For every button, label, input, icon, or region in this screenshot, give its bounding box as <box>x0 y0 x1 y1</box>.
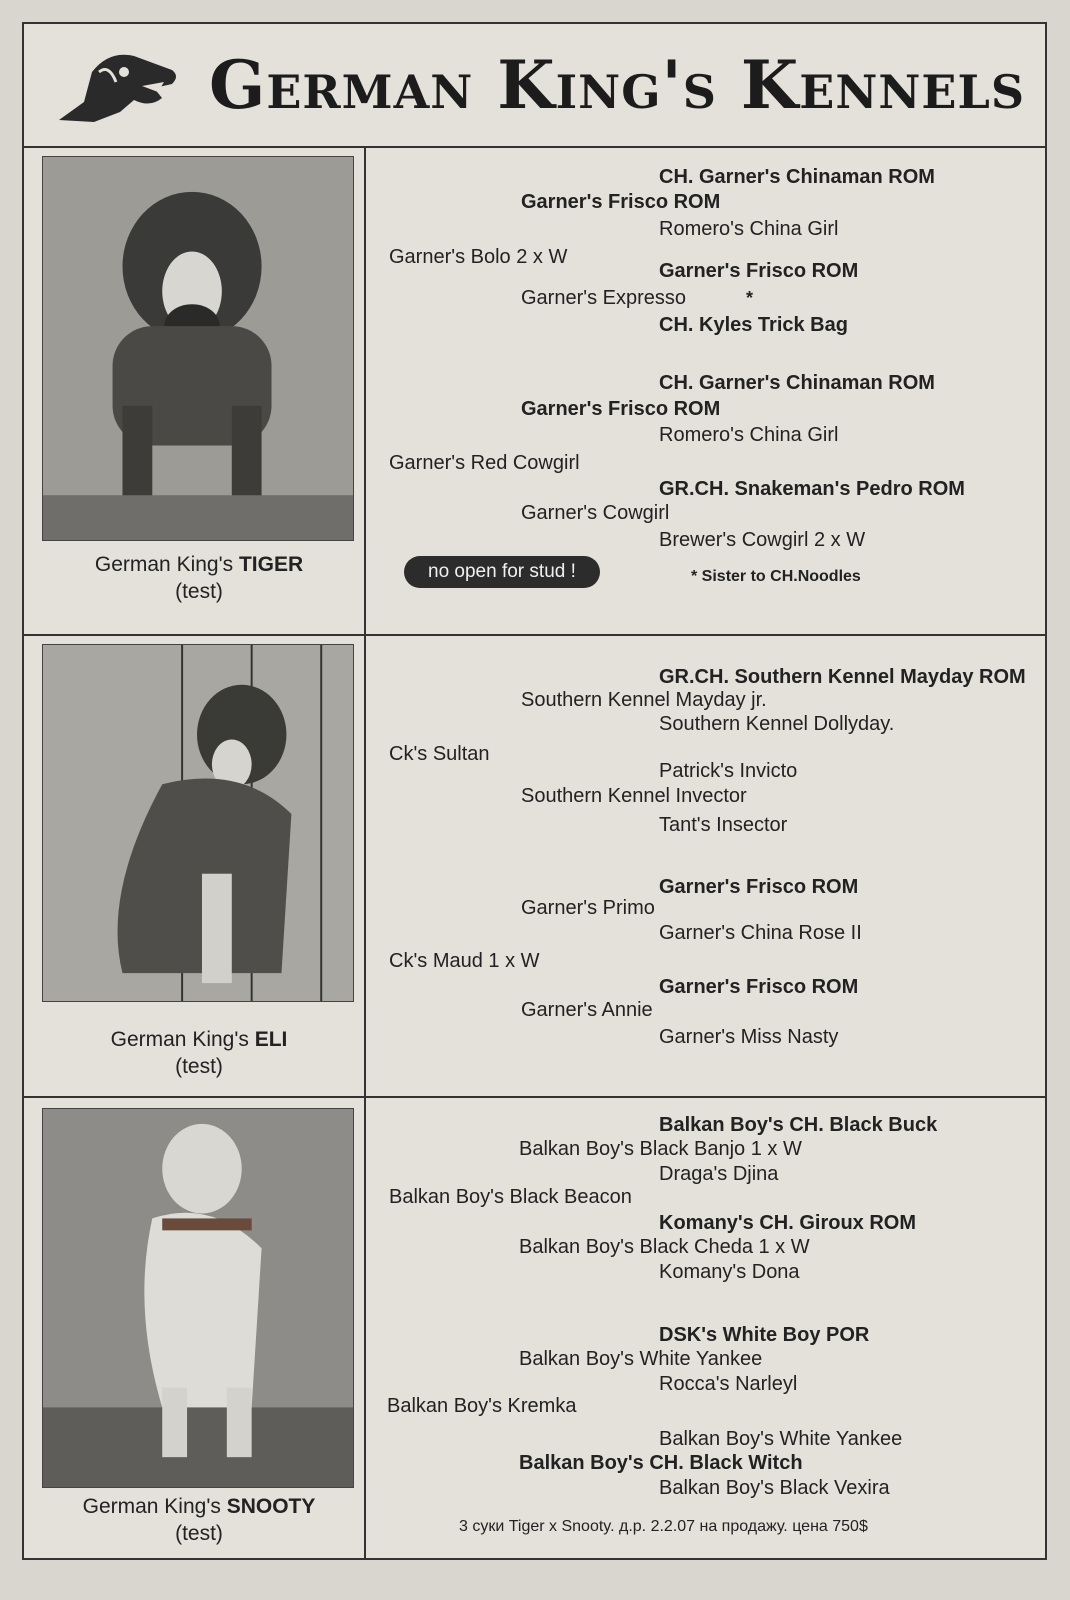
pedigree-entry: Balkan Boy's White Yankee <box>519 1348 763 1370</box>
stud-status-badge: no open for stud ! <box>404 556 600 588</box>
pedigree-entry: Garner's Frisco ROM <box>659 260 859 282</box>
pedigree-entry: Balkan Boy's White Yankee <box>659 1428 903 1450</box>
dog-name: TIGER <box>238 553 304 576</box>
pedigree-entry: Garner's Primo <box>521 897 655 919</box>
dog-status: (test) <box>175 1055 223 1078</box>
pedigree-entry: Ck's Maud 1 x W <box>389 950 540 972</box>
dog-photo-tiger <box>42 156 354 541</box>
pedigree-entry: Garner's Red Cowgirl <box>389 452 580 474</box>
pedigree-entry: Southern Kennel Dollyday. <box>659 713 895 735</box>
pedigree-entry: Garner's Expresso <box>521 287 686 309</box>
pedigree-entry: Balkan Boy's CH. Black Buck <box>659 1114 938 1136</box>
dog-caption-tiger <box>34 551 364 605</box>
pedigree-entry: Balkan Boy's CH. Black Witch <box>519 1452 803 1474</box>
dog-photo-snooty <box>42 1108 354 1488</box>
litter-sale-note: 3 суки Tiger x Snooty. д.р. 2.2.07 на продажу. цена 750$ <box>459 1518 868 1535</box>
pedigree-entry: Balkan Boy's Black Banjo 1 x W <box>519 1138 802 1160</box>
pedigree-entry: Garner's Annie <box>521 999 653 1021</box>
pedigree-entry: Balkan Boy's Kremka <box>387 1395 577 1417</box>
kennel-advertisement-page <box>22 22 1047 1560</box>
pedigree-entry: Southern Kennel Invector <box>521 785 747 807</box>
dog-section-eli <box>24 636 1045 1098</box>
dog-photo-eli <box>42 644 354 1002</box>
kennel-prefix: German King's <box>110 1028 249 1051</box>
pedigree-entry: Garner's Frisco ROM <box>659 976 859 998</box>
header <box>24 24 1045 148</box>
pedigree-entry: Romero's China Girl <box>659 424 839 446</box>
pedigree-entry: Komany's CH. Giroux ROM <box>659 1212 917 1234</box>
dog-caption-snooty <box>34 1493 364 1547</box>
pedigree-entry: Komany's Dona <box>659 1261 800 1283</box>
dog-status: (test) <box>175 580 223 603</box>
pedigree-entry: Romero's China Girl <box>659 218 839 240</box>
pedigree-entry: Balkan Boy's Black Vexira <box>659 1477 890 1499</box>
dog-head-icon <box>54 42 184 132</box>
dog-name: ELI <box>254 1028 288 1051</box>
pedigree-entry: GR.CH. Snakeman's Pedro ROM <box>659 478 965 500</box>
pedigree-entry: Rocca's Narleyl <box>659 1373 798 1395</box>
pedigree-entry: CH. Kyles Trick Bag <box>659 314 848 336</box>
pedigree-entry: Balkan Boy's Black Cheda 1 x W <box>519 1236 810 1258</box>
pedigree-entry: Draga's Djina <box>659 1163 779 1185</box>
pedigree-entry: GR.CH. Southern Kennel Mayday ROM <box>659 666 1026 688</box>
footnote-text: Sister to CH.Noodles <box>701 568 861 585</box>
kennel-prefix: German King's <box>94 553 234 576</box>
pedigree-entry: Garner's Frisco ROM <box>659 876 859 898</box>
pedigree-entry: Balkan Boy's Black Beacon <box>389 1186 632 1208</box>
footnote: * Sister to CH.Noodles <box>691 568 861 585</box>
pedigree-entry: Garner's China Rose II <box>659 922 862 944</box>
pedigree-entry: Southern Kennel Mayday jr. <box>521 689 767 711</box>
dog-status: (test) <box>175 1522 223 1545</box>
dog-section-snooty <box>24 1098 1045 1560</box>
pedigree-entry: Garner's Bolo 2 x W <box>389 246 568 268</box>
pedigree-entry: DSK's White Boy POR <box>659 1324 870 1346</box>
kennel-prefix: German King's <box>82 1495 221 1518</box>
column-divider <box>364 1098 366 1560</box>
column-divider <box>364 636 366 1096</box>
dog-caption-eli <box>34 1026 364 1080</box>
pedigree-entry: Garner's Frisco ROM <box>521 191 721 213</box>
column-divider <box>364 146 366 634</box>
pedigree-entry: Brewer's Cowgirl 2 x W <box>659 529 866 551</box>
pedigree-entry: Ck's Sultan <box>389 743 490 765</box>
page-title: German King's Kennels <box>209 46 1026 124</box>
pedigree-entry: CH. Garner's Chinaman ROM <box>659 372 935 394</box>
pedigree-entry: Garner's Frisco ROM <box>521 398 721 420</box>
pedigree-entry: Patrick's Invicto <box>659 760 798 782</box>
pedigree-entry: CH. Garner's Chinaman ROM <box>659 166 935 188</box>
pedigree-entry: Tant's Insector <box>659 814 788 836</box>
dog-name: SNOOTY <box>226 1495 316 1518</box>
pedigree-entry: Garner's Cowgirl <box>521 502 670 524</box>
asterisk-mark: * <box>746 288 754 308</box>
pedigree-entry: Garner's Miss Nasty <box>659 1026 839 1048</box>
dog-section-tiger <box>24 146 1045 636</box>
